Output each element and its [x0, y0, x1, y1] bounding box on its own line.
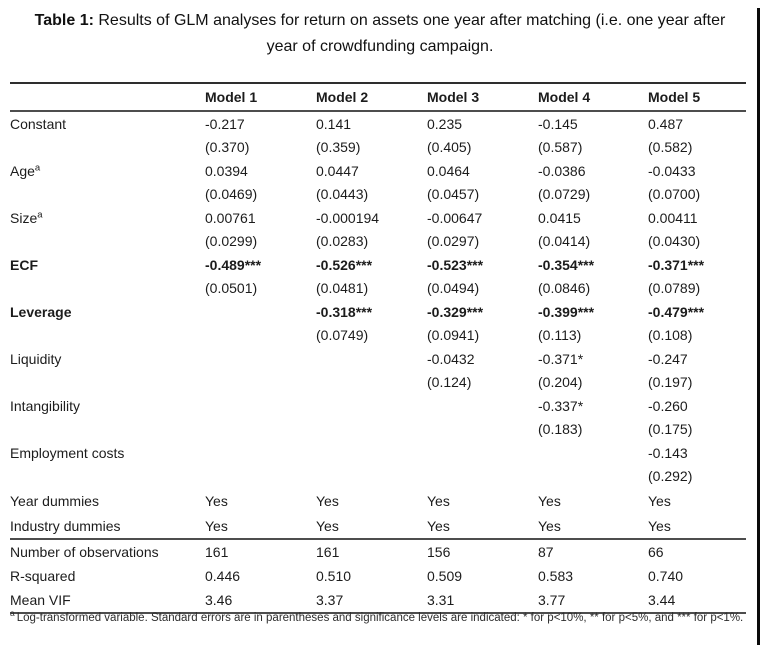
coefficient-cell: -0.000194 [316, 209, 380, 226]
standard-error-cell: (0.0430) [648, 233, 701, 250]
coefficient-cell: -0.489*** [205, 256, 262, 273]
standard-error-cell: (0.587) [538, 139, 583, 156]
table-row [10, 465, 746, 489]
coefficient-cell: 0.0394 [205, 162, 248, 179]
standard-error-cell [427, 465, 538, 489]
row-label: Liquidity [10, 350, 62, 367]
row-label-empty-cell [10, 277, 205, 301]
table-stats [10, 539, 746, 613]
coefficient-cell: -0.399*** [538, 303, 595, 320]
coefficient-cell: 0.0447 [316, 162, 359, 179]
table-caption-text: Results of GLM analyses for return on assets one year after matching (i.e. one year after year of crowdfunding campaign. [93, 12, 726, 55]
coefficient-cell: 0.487 [648, 115, 684, 132]
row-label: Constant [10, 115, 67, 132]
standard-error-cell: (0.175) [648, 421, 693, 438]
stat-value-cell: 161 [316, 544, 340, 560]
standard-error-cell [205, 465, 316, 489]
row-label-cell [10, 206, 205, 230]
row-label-empty-cell [10, 465, 205, 489]
row-label-cell [10, 347, 205, 371]
coefficient-cell [427, 394, 538, 418]
coefficient-cell [205, 441, 316, 465]
value-cell: Yes [205, 517, 228, 534]
coefficient-cell: 0.00411 [648, 209, 698, 226]
row-label-empty-cell [10, 136, 205, 160]
superscript-marker: a [34, 162, 41, 174]
table-row [10, 371, 746, 395]
table-row [10, 441, 746, 465]
coefficient-cell: -0.0433 [648, 162, 696, 179]
stat-value-cell: 0.509 [427, 568, 463, 584]
superscript-marker: a [37, 209, 43, 221]
standard-error-cell: (0.0749) [316, 327, 369, 344]
standard-error-cell: (0.0941) [427, 327, 480, 344]
standard-error-cell: (0.0469) [205, 186, 258, 203]
standard-error-cell: (0.0481) [316, 280, 369, 297]
standard-error-cell: (0.204) [538, 374, 583, 391]
standard-error-cell: (0.370) [205, 139, 250, 156]
standard-error-cell: (0.183) [538, 421, 583, 438]
stat-value-cell: 3.37 [316, 592, 344, 608]
coefficient-cell [427, 441, 538, 465]
row-label-empty-cell [10, 324, 205, 348]
table-row [10, 539, 746, 564]
value-cell: Yes [648, 517, 671, 534]
standard-error-cell: (0.0700) [648, 186, 701, 203]
row-label-cell [10, 111, 205, 136]
table-row [10, 253, 746, 277]
standard-error-cell [205, 324, 316, 348]
stat-value-cell: 0.510 [316, 568, 352, 584]
standard-error-cell: (0.0414) [538, 233, 591, 250]
standard-error-cell: (0.0846) [538, 280, 591, 297]
row-label: Intangibility [10, 397, 81, 414]
stat-value-cell: 161 [205, 544, 229, 560]
coefficient-cell: -0.318*** [316, 303, 373, 320]
coefficient-cell: -0.354*** [538, 256, 595, 273]
table-row [10, 418, 746, 442]
standard-error-cell: (0.582) [648, 139, 693, 156]
row-label-cell: R-squared [10, 568, 76, 584]
coefficient-cell: -0.00647 [427, 209, 483, 226]
standard-error-cell: (0.292) [648, 468, 693, 485]
standard-error-cell: (0.0457) [427, 186, 480, 203]
table-row [10, 488, 746, 513]
value-cell: Yes [316, 492, 339, 509]
row-label-empty-cell [10, 418, 205, 442]
row-label: ECF [10, 256, 38, 273]
coefficient-cell [316, 347, 427, 371]
standard-error-cell [205, 418, 316, 442]
stat-value-cell: 156 [427, 544, 451, 560]
coefficient-cell [205, 347, 316, 371]
row-label-cell: Industry dummies [10, 517, 121, 534]
coefficient-cell: -0.0432 [427, 350, 475, 367]
header-cell-model: Model 3 [427, 89, 480, 105]
footnote-marker: a [10, 608, 15, 619]
row-label-cell [10, 300, 205, 324]
stat-value-cell: 0.583 [538, 568, 574, 584]
standard-error-cell [316, 371, 427, 395]
coefficient-cell: -0.260 [648, 397, 688, 414]
coefficient-cell: -0.329*** [427, 303, 484, 320]
table-row [10, 324, 746, 348]
coefficient-cell: -0.0386 [538, 162, 586, 179]
coefficient-cell: -0.371* [538, 350, 584, 367]
standard-error-cell: (0.0297) [427, 233, 480, 250]
header-cell-model: Model 5 [648, 89, 701, 105]
coefficient-cell: -0.371*** [648, 256, 705, 273]
standard-error-cell: (0.0299) [205, 233, 258, 250]
row-label: Employment costs [10, 444, 125, 461]
standard-error-cell: (0.405) [427, 139, 472, 156]
value-cell: Yes [538, 517, 561, 534]
row-label-cell: Year dummies [10, 492, 99, 509]
row-label-empty-cell [10, 230, 205, 254]
standard-error-cell: (0.0283) [316, 233, 369, 250]
coefficient-cell: 0.00761 [205, 209, 256, 226]
value-cell: Yes [205, 492, 228, 509]
coefficient-cell [538, 441, 648, 465]
stat-value-cell: 3.46 [205, 592, 233, 608]
standard-error-cell [316, 418, 427, 442]
coefficient-cell [205, 394, 316, 418]
footnote [10, 609, 752, 628]
table-row [10, 159, 746, 183]
coefficient-cell: -0.145 [538, 115, 578, 132]
table-row [10, 300, 746, 324]
row-label-cell: Number of observations [10, 544, 159, 560]
header-row [10, 83, 746, 111]
standard-error-cell: (0.359) [316, 139, 361, 156]
table-row [10, 230, 746, 254]
value-cell: Yes [648, 492, 671, 509]
stat-value-cell: 3.44 [648, 592, 676, 608]
coefficient-cell: 0.235 [427, 115, 463, 132]
footnote-text: Log-transformed variable. Standard errors are in parentheses and significance levels are indicated: * for p<10%, ** for p<5%, and *** for p<1%. [16, 612, 744, 624]
coefficient-cell [316, 441, 427, 465]
row-label-cell [10, 159, 205, 183]
standard-error-cell: (0.0729) [538, 186, 591, 203]
row-label-cell [10, 394, 205, 418]
table-body [10, 111, 746, 539]
row-label-empty-cell [10, 371, 205, 395]
value-cell: Yes [316, 517, 339, 534]
row-label: Leverage [10, 303, 72, 320]
standard-error-cell: (0.108) [648, 327, 693, 344]
stat-value-cell: 87 [538, 544, 554, 560]
coefficient-cell: 0.0464 [427, 162, 470, 179]
stat-value-cell: 66 [648, 544, 664, 560]
table-row [10, 206, 746, 230]
value-cell: Yes [427, 517, 450, 534]
header-cell-model: Model 2 [316, 89, 369, 105]
standard-error-cell [205, 371, 316, 395]
coefficient-cell: 0.0415 [538, 209, 581, 226]
stat-value-cell: 3.31 [427, 592, 455, 608]
results-table [10, 82, 746, 614]
table-row [10, 277, 746, 301]
table-row [10, 347, 746, 371]
row-label: Size [10, 209, 38, 226]
stat-value-cell: 0.740 [648, 568, 684, 584]
row-label-cell: Mean VIF [10, 592, 71, 608]
standard-error-cell: (0.0789) [648, 280, 701, 297]
table-row [10, 564, 746, 588]
standard-error-cell [316, 465, 427, 489]
table-row [10, 394, 746, 418]
row-label-cell [10, 253, 205, 277]
header-cell-model: Model 1 [205, 89, 258, 105]
stat-value-cell: 3.77 [538, 592, 566, 608]
table-row [10, 513, 746, 539]
header-cell-empty [10, 83, 205, 111]
coefficient-cell: -0.143 [648, 444, 688, 461]
coefficient-cell: -0.217 [205, 115, 245, 132]
table-row [10, 136, 746, 160]
row-label-empty-cell [10, 183, 205, 207]
row-label-cell [10, 441, 205, 465]
standard-error-cell: (0.124) [427, 374, 472, 391]
coefficient-cell: -0.247 [648, 350, 688, 367]
table-caption-number: Table 1: [34, 12, 94, 29]
table-row [10, 183, 746, 207]
table-row [10, 111, 746, 136]
standard-error-cell: (0.0443) [316, 186, 369, 203]
standard-error-cell [427, 418, 538, 442]
standard-error-cell: (0.0494) [427, 280, 480, 297]
row-label: Age [10, 162, 35, 179]
standard-error-cell: (0.197) [648, 374, 693, 391]
stat-value-cell: 0.446 [205, 568, 241, 584]
coefficient-cell: -0.526*** [316, 256, 373, 273]
standard-error-cell: (0.113) [538, 327, 582, 344]
coefficient-cell: -0.523*** [427, 256, 484, 273]
table-header [10, 83, 746, 111]
coefficient-cell [205, 300, 316, 324]
standard-error-cell [538, 465, 648, 489]
table-caption [17, 8, 743, 60]
standard-error-cell: (0.0501) [205, 280, 258, 297]
coefficient-cell [316, 394, 427, 418]
value-cell: Yes [427, 492, 450, 509]
coefficient-cell: -0.337* [538, 397, 584, 414]
header-cell-model: Model 4 [538, 89, 591, 105]
value-cell: Yes [538, 492, 561, 509]
coefficient-cell: -0.479*** [648, 303, 705, 320]
coefficient-cell: 0.141 [316, 115, 352, 132]
